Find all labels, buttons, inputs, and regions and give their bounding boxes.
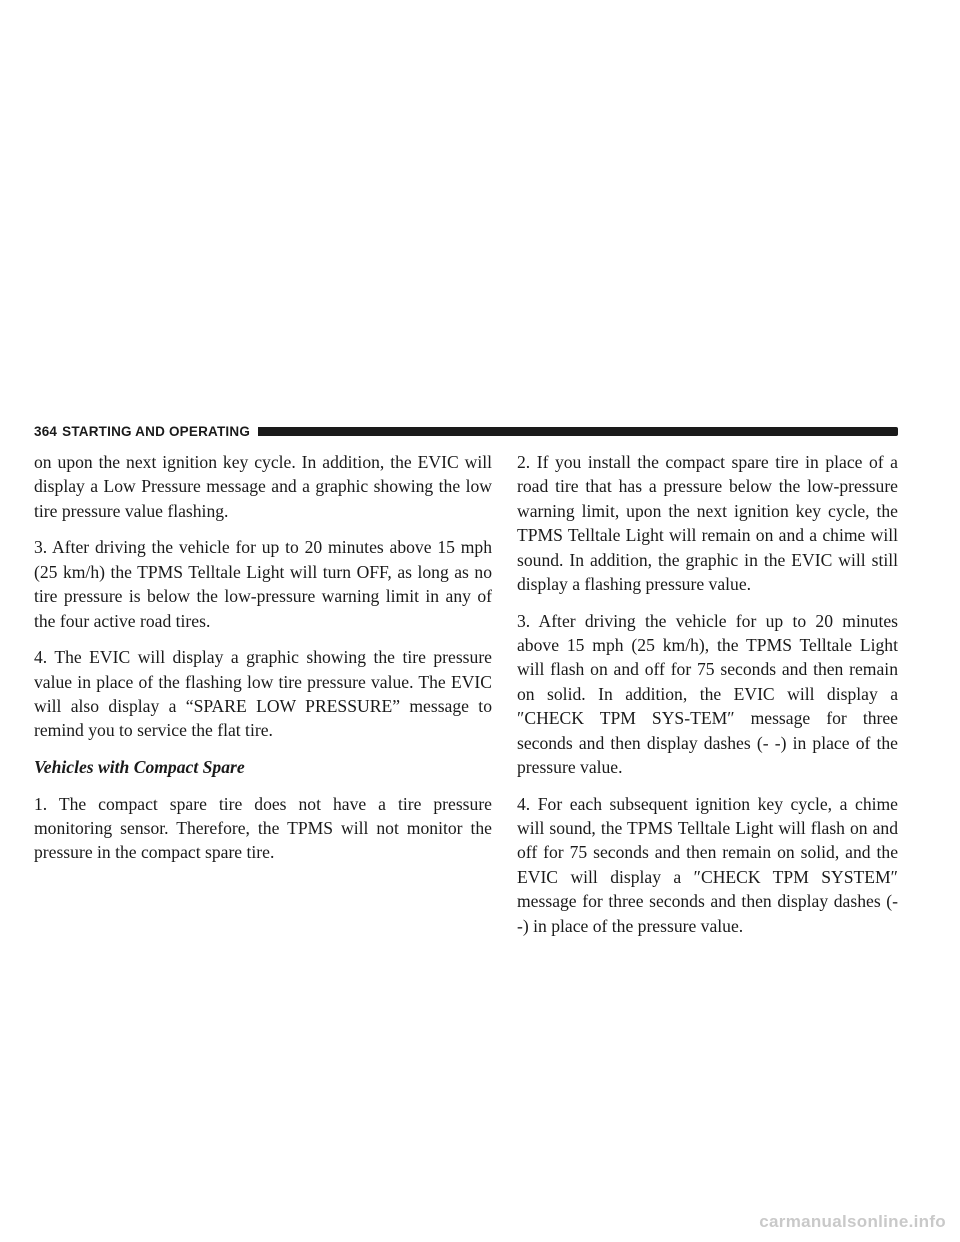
paragraph: 2. If you install the compact spare tire in place of a road tire that has a pressure below the low-pressure warning limit, upon the next ignition key cycle, the TPMS Telltale Light will remain on and a chime will sound. In addition, the graphic in the EVIC will still display a flashing pressure value. [517, 452, 898, 595]
page-header [34, 421, 898, 441]
subheading: Vehicles with Compact Spare [34, 757, 245, 778]
paragraph: 1. The compact spare tire does not have a tire pressure monitoring sensor. Therefore, the TPMS will not monitor the pressure in the compact spare tire. [34, 793, 492, 863]
paragraph: 4. The EVIC will display a graphic showing the tire pressure value in place of the flashing low tire pressure value. The EVIC will also display a “SPARE LOW PRESSURE” message to remind you to service the flat tire. [34, 647, 492, 741]
paragraph: 3. After driving the vehicle for up to 20 minutes above 15 mph (25 km/h) the TPMS Telltale Light will turn OFF, as long as no tire pressure is below the low-pressure warning limit in any of the four active road tires. [34, 537, 492, 631]
left-column [34, 450, 492, 877]
paragraph: on upon the next ignition key cycle. In addition, the EVIC will display a Low Pressure message and a graphic showing the low tire pressure value flashing. [34, 452, 492, 521]
paragraph: 4. For each subsequent ignition key cycle, a chime will sound, the TPMS Telltale Light will flash on and off for 75 seconds and then remain on solid, and the EVIC will display a ″CHECK TPM SYSTEM″ message for three seconds and then display dashes (- -) in place of the pressure value. [517, 793, 898, 936]
paragraph: 3. After driving the vehicle for up to 20 minutes above 15 mph (25 km/h), the TPMS Telltale Light will flash on and off for 75 seconds and then remain on solid. In addition, the EVIC will display a ″CHECK TPM SYS-TEM″ message for three seconds and then display dashes (- -) in place of the pressure value. [517, 610, 898, 778]
section-title: STARTING AND OPERATING [62, 423, 251, 439]
header-rule [258, 427, 898, 436]
page-number: 364 [34, 423, 58, 439]
right-column [517, 450, 898, 950]
watermark: carmanualsonline.info [759, 1212, 946, 1231]
